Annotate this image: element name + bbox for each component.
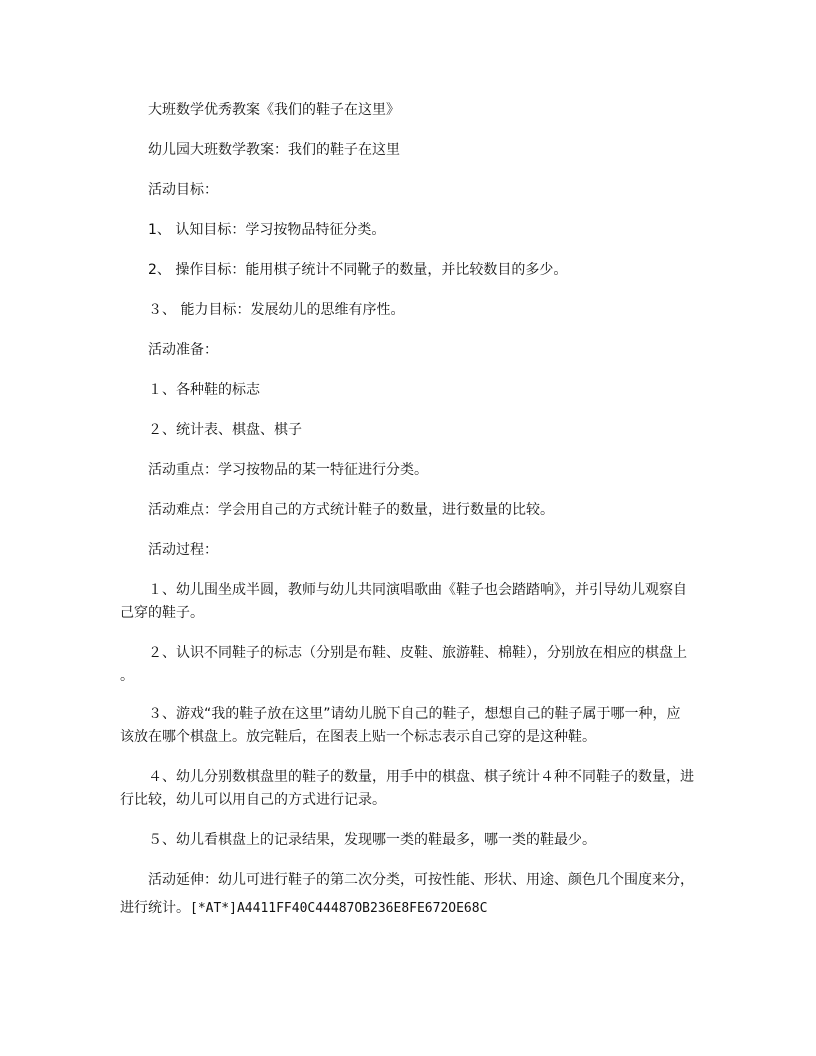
objective-item: ３、 能力目标：发展幼儿的思维有序性。 — [148, 302, 405, 318]
process-step-line: 该放在哪个棋盘上。放完鞋后，在图表上贴一个标志表示自己穿的是这种鞋。 — [120, 729, 596, 745]
process-step-line: ３、游戏“我的鞋子放在这里”请幼儿脱下自己的鞋子，想想自己的鞋子属于哪一种，应 — [148, 706, 681, 722]
extension-line: 活动延伸：幼儿可进行鞋子的第二次分类，可按性能、形状、用途、颜色几个围度来分， — [148, 872, 694, 888]
objective-item: 1、 认知目标：学习按物品特征分类。 — [148, 222, 386, 238]
process-step-line: 行比较，幼儿可以用自己的方式进行记录。 — [120, 792, 386, 808]
footer-code: [*AT*]A4411FF40C44487OB236E8FE672OE68C — [190, 901, 488, 916]
process-heading: 活动过程： — [148, 542, 218, 558]
process-step-line: 己穿的鞋子。 — [120, 605, 204, 621]
process-step-line: １、幼儿围坐成半圆，教师与幼儿共同演唱歌曲《鞋子也会踏踏响》，并引导幼儿观察自 — [148, 582, 687, 598]
process-step-line: ４、幼儿分别数棋盘里的鞋子的数量，用手中的棋盘、棋子统计４种不同鞋子的数量，进 — [148, 769, 694, 785]
preparation-heading: 活动准备： — [148, 342, 218, 358]
difficult-point: 活动难点：学会用自己的方式统计鞋子的数量，进行数量的比较。 — [148, 502, 554, 518]
preparation-item: １、各种鞋的标志 — [148, 382, 260, 398]
objective-item: 2、 操作目标：能用棋子统计不同靴子的数量，并比较数目的多少。 — [148, 262, 568, 278]
extension-text: 进行统计。 — [120, 900, 190, 916]
objectives-heading: 活动目标： — [148, 182, 218, 198]
key-point: 活动重点：学习按物品的某一特征进行分类。 — [148, 462, 428, 478]
process-step-line: 。 — [120, 668, 134, 684]
document-title: 大班数学优秀教案《我们的鞋子在这里》 — [148, 102, 400, 118]
extension-line — [120, 900, 487, 917]
preparation-item: ２、统计表、棋盘、棋子 — [148, 422, 302, 438]
process-step-line: ２、认识不同鞋子的标志（分别是布鞋、皮鞋、旅游鞋、棉鞋），分别放在相应的棋盘上 — [148, 645, 687, 661]
process-step-line: ５、幼儿看棋盘上的记录结果，发现哪一类的鞋最多，哪一类的鞋最少。 — [148, 832, 596, 848]
document-subtitle: 幼儿园大班数学教案：我们的鞋子在这里 — [148, 142, 400, 158]
